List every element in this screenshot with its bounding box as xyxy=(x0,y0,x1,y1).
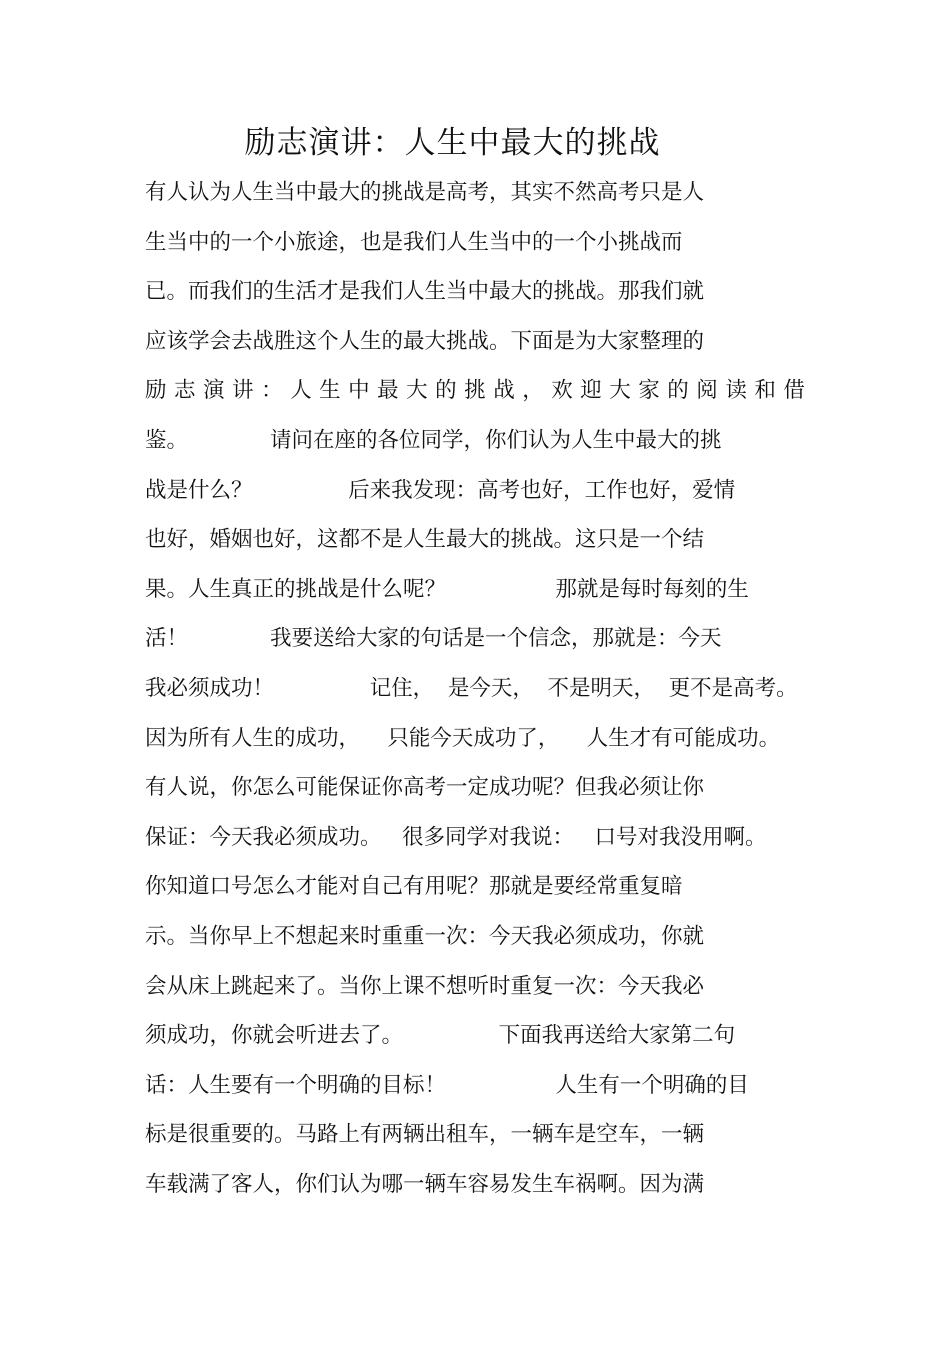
document-body xyxy=(145,168,805,1209)
paragraph-line: 话：人生要有一个明确的目标！ 人生有一个明确的目 xyxy=(145,1072,749,1098)
paragraph-line: 果。人生真正的挑战是什么呢？ 那就是每时每刻的生 xyxy=(145,576,749,602)
justified-character: 借 xyxy=(783,378,805,404)
justified-character: 和 xyxy=(754,378,776,404)
paragraph-line: 我必须成功！ 记住， 是今天， 不是明天， 更不是高考。 xyxy=(145,675,798,701)
paragraph-line: 也好，婚姻也好，这都不是人生最大的挑战。这只是一个结 xyxy=(145,527,705,553)
justified-character: ， xyxy=(522,378,544,404)
paragraph-line: 战是什么？ 后来我发现：高考也好，工作也好，爱情 xyxy=(145,477,736,503)
paragraph-line: 标是很重要的。马路上有两辆出租车，一辆车是空车，一辆 xyxy=(145,1122,705,1148)
justified-character: 挑 xyxy=(464,378,486,404)
justified-character: 大 xyxy=(609,378,631,404)
justified-character: 欢 xyxy=(551,378,573,404)
paragraph-line xyxy=(145,366,805,416)
justified-character: 迎 xyxy=(580,378,602,404)
paragraph-line: 示。当你早上不想起来时重重一次：今天我必须成功，你就 xyxy=(145,923,705,949)
paragraph-line: 保证：今天我必须成功。 很多同学对我说： 口号对我没用啊。 xyxy=(145,824,767,850)
justified-character: 读 xyxy=(725,378,747,404)
paragraph-line: 会从床上跳起来了。当你上课不想听时重复一次：今天我必 xyxy=(145,973,705,999)
justified-character: 战 xyxy=(493,378,515,404)
paragraph-line: 有人说，你怎么可能保证你高考一定成功呢？但我必须让你 xyxy=(145,775,705,801)
paragraph-line: 应该学会去战胜这个人生的最大挑战。下面是为大家整理的 xyxy=(145,328,705,354)
document-title: 励志演讲：人生中最大的挑战 xyxy=(244,125,661,161)
justified-character: 中 xyxy=(348,378,370,404)
paragraph-line: 已。而我们的生活才是我们人生当中最大的挑战。那我们就 xyxy=(145,279,705,305)
justified-character: 大 xyxy=(406,378,428,404)
justified-character: 励 xyxy=(145,378,167,404)
justified-character: 演 xyxy=(203,378,225,404)
paragraph-line: 生当中的一个小旅途，也是我们人生当中的一个小挑战而 xyxy=(145,229,683,255)
paragraph-line: 你知道口号怎么才能对自己有用呢？那就是要经常重复暗 xyxy=(145,874,683,900)
paragraph-line: 鉴。 请问在座的各位同学，你们认为人生中最大的挑 xyxy=(145,427,722,453)
paragraph-line: 有人认为人生当中最大的挑战是高考，其实不然高考只是人 xyxy=(145,180,705,205)
justified-character: 讲 xyxy=(232,378,254,404)
justified-character: 的 xyxy=(435,378,457,404)
justified-character: 家 xyxy=(638,378,660,404)
justified-character: 志 xyxy=(174,378,196,404)
justified-character: 阅 xyxy=(696,378,718,404)
justified-character: ： xyxy=(261,378,283,404)
justified-character: 的 xyxy=(667,378,689,404)
paragraph-line: 活！ 我要送给大家的句话是一个信念，那就是：今天 xyxy=(145,626,722,652)
paragraph-line: 须成功，你就会听进去了。 下面我再送给大家第二句 xyxy=(145,1023,736,1049)
paragraph-line: 因为所有人生的成功， 只能今天成功了， 人生才有可能成功。 xyxy=(145,725,781,751)
justified-character: 生 xyxy=(319,378,341,404)
justified-character: 人 xyxy=(290,378,312,404)
justified-character: 最 xyxy=(377,378,399,404)
paragraph-line: 车载满了客人，你们认为哪一辆车容易发生车祸啊。因为满 xyxy=(145,1171,705,1197)
